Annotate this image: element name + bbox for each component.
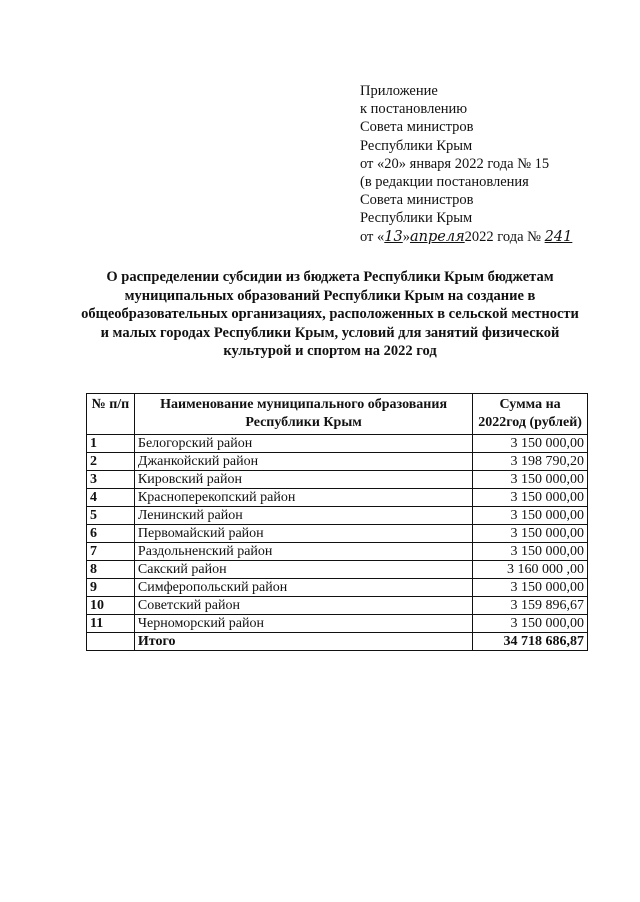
handwritten-day: 13 bbox=[384, 228, 403, 245]
row-name: Первомайский район bbox=[134, 525, 472, 543]
total-label: Итого bbox=[134, 633, 472, 651]
appendix-line: Приложение bbox=[360, 83, 438, 99]
row-sum: 3 150 000,00 bbox=[473, 471, 588, 489]
amendment-sep: » bbox=[402, 228, 410, 245]
row-sum: 3 150 000,00 bbox=[473, 435, 588, 453]
row-num: 8 bbox=[87, 561, 135, 579]
row-name: Кировский район bbox=[134, 471, 472, 489]
table-row bbox=[87, 453, 588, 471]
appendix-line: Совета министров bbox=[360, 192, 474, 209]
row-sum: 3 159 896,67 bbox=[473, 597, 588, 615]
row-num: 11 bbox=[87, 615, 135, 633]
appendix-amendment-line bbox=[360, 228, 572, 246]
document-title: О распределении субсидии из бюджета Республики Крым бюджетам муниципальных образований Республики Крым на создание в общеобразовательных организациях, расположенных в сельской местности и малых городах Республики Крым, условий для занятий физической культурой и спортом на 2022 год bbox=[81, 269, 579, 359]
table-row bbox=[87, 525, 588, 543]
row-num: 9 bbox=[87, 579, 135, 597]
subsidy-table bbox=[86, 393, 588, 651]
row-sum: 3 160 000 ,00 bbox=[473, 561, 588, 579]
row-name: Сакский район bbox=[134, 561, 472, 579]
table-row bbox=[87, 561, 588, 579]
row-name: Белогорский район bbox=[134, 435, 472, 453]
table-row bbox=[87, 597, 588, 615]
row-name: Симферопольский район bbox=[134, 579, 472, 597]
amendment-year: 2022 года № bbox=[464, 228, 545, 245]
table-row bbox=[87, 615, 588, 633]
row-sum: 3 150 000,00 bbox=[473, 543, 588, 561]
row-num: 6 bbox=[87, 525, 135, 543]
appendix-line: к постановлению bbox=[360, 101, 468, 118]
row-num: 1 bbox=[87, 435, 135, 453]
row-name: Черноморский район bbox=[134, 615, 472, 633]
table-row bbox=[87, 471, 588, 489]
table-row bbox=[87, 489, 588, 507]
table-row bbox=[87, 579, 588, 597]
appendix-line: Республики Крым bbox=[360, 210, 473, 227]
row-num: 5 bbox=[87, 507, 135, 525]
header-name: Наименование муниципального образования Республики Крым bbox=[134, 394, 472, 435]
row-name: Советский район bbox=[134, 597, 472, 615]
row-sum: 3 150 000,00 bbox=[473, 615, 588, 633]
row-name: Ленинский район bbox=[134, 507, 472, 525]
appendix-block bbox=[360, 82, 572, 246]
row-num: 4 bbox=[87, 489, 135, 507]
appendix-line: от «20» января 2022 года № 15 bbox=[360, 155, 550, 172]
row-num: 10 bbox=[87, 597, 135, 615]
row-num: 3 bbox=[87, 471, 135, 489]
handwritten-number: 241 bbox=[544, 228, 573, 245]
appendix-line: (в редакции постановления bbox=[360, 174, 529, 191]
total-sum: 34 718 686,87 bbox=[473, 633, 588, 651]
appendix-line: Республики Крым bbox=[360, 137, 473, 154]
row-name: Раздольненский район bbox=[134, 543, 472, 561]
row-sum: 3 198 790,20 bbox=[473, 453, 588, 471]
handwritten-month: апреля bbox=[409, 228, 465, 245]
row-name: Красноперекопский район bbox=[134, 489, 472, 507]
amendment-prefix: от « bbox=[360, 228, 385, 245]
row-sum: 3 150 000,00 bbox=[473, 507, 588, 525]
table-row bbox=[87, 543, 588, 561]
table-row bbox=[87, 507, 588, 525]
row-sum: 3 150 000,00 bbox=[473, 489, 588, 507]
header-sum: Сумма на 2022год (рублей) bbox=[473, 394, 588, 435]
table-row bbox=[87, 435, 588, 453]
row-num: 7 bbox=[87, 543, 135, 561]
appendix-line: Совета министров bbox=[360, 119, 474, 136]
table-header-row bbox=[87, 394, 588, 435]
row-name: Джанкойский район bbox=[134, 453, 472, 471]
row-num: 2 bbox=[87, 453, 135, 471]
row-sum: 3 150 000,00 bbox=[473, 579, 588, 597]
header-num: № п/п bbox=[87, 394, 135, 435]
table-total-row bbox=[87, 633, 588, 651]
total-num bbox=[87, 633, 135, 651]
row-sum: 3 150 000,00 bbox=[473, 525, 588, 543]
